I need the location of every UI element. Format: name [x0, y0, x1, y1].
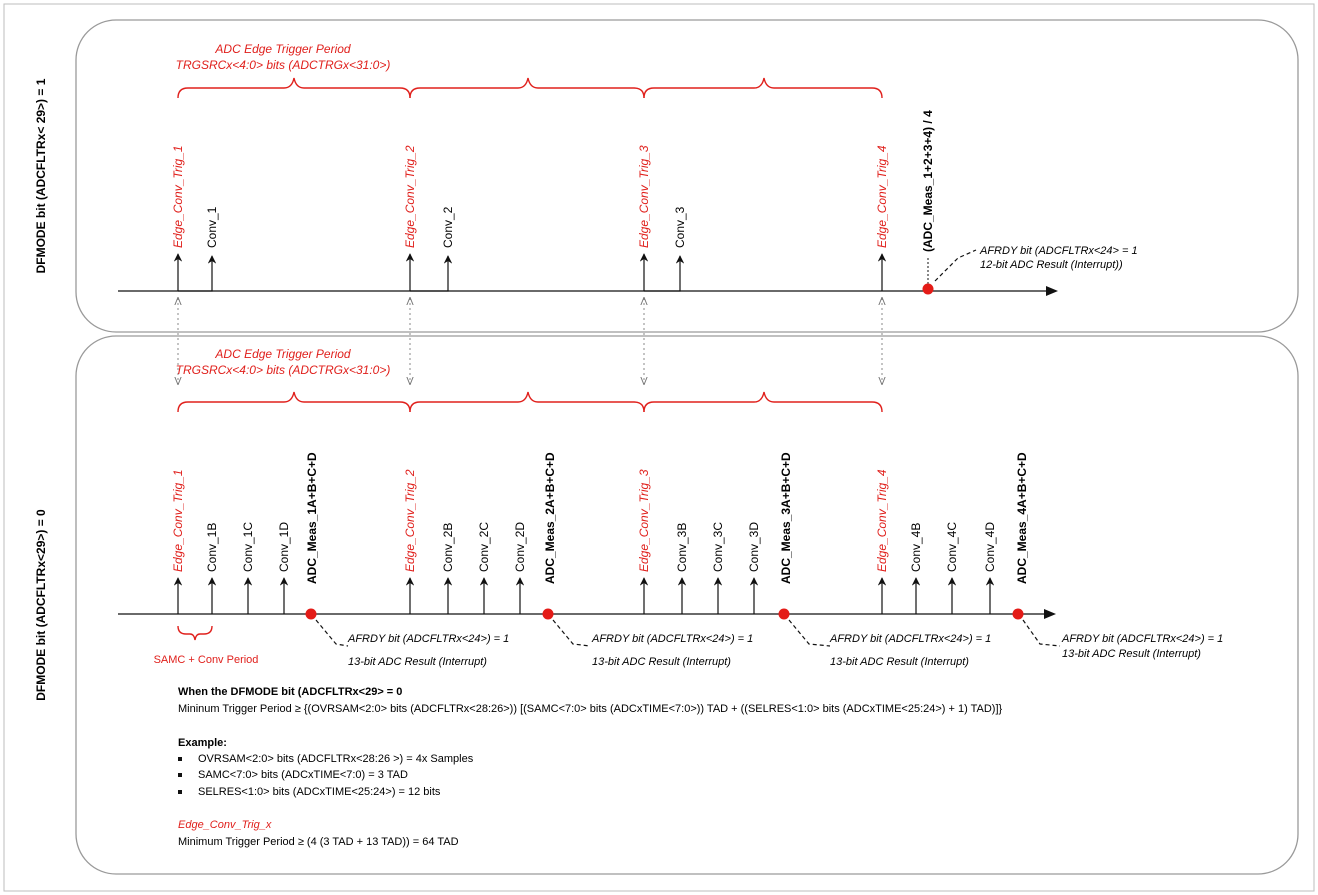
top-trigger-arrows [178, 254, 882, 291]
bottom-afrdy-line1: AFRDY bit (ADCFLTRx<24>) = 1 [348, 633, 510, 645]
bottom-conv-label: Conv_2C [477, 521, 491, 572]
bottom-trigger-label: Edge_Conv_Trig_2 [403, 469, 417, 572]
bottom-result-dot [1013, 609, 1024, 620]
notes-bullet: SELRES<1:0> bits (ADCxTIME<25:24>) = 12 bits [198, 786, 441, 798]
bottom-trigger-label: Edge_Conv_Trig_4 [875, 469, 889, 572]
top-conv-label: Conv_1 [205, 206, 219, 248]
top-conv-label: Conv_2 [441, 206, 455, 248]
top-trigger-label: Edge_Conv_Trig_4 [875, 145, 889, 248]
top-conv-label: Conv_3 [673, 206, 687, 248]
top-period-title: ADC Edge Trigger Period [215, 42, 351, 56]
notes-minimum: Minimum Trigger Period ≥ (4 (3 TAD + 13 TAD)) = 64 TAD [178, 836, 459, 848]
notes-bullet: OVRSAM<2:0> bits (ADCFLTRx<28:26 >) = 4x Samples [198, 753, 474, 765]
bottom-meas-label: ADC_Meas_3A+B+C+D [779, 452, 793, 584]
bottom-period-bits: TRGSRCx<4:0> bits (ADCTRGx<31:0>) [175, 363, 391, 377]
top-result-label: (ADC_Meas_1+2+3+4) / 4 [921, 110, 935, 252]
bottom-sample-arrows [178, 578, 990, 614]
bottom-conv-label: Conv_2B [441, 522, 455, 572]
top-trigger-label: Edge_Conv_Trig_2 [403, 145, 417, 248]
top-afrdy-leader [935, 250, 976, 281]
notes-edge-label: Edge_Conv_Trig_x [178, 819, 272, 831]
top-conv-arrows [178, 256, 680, 291]
bottom-side-label: DFMODE bit (ADCFLTRx<29>) = 0 [34, 509, 48, 701]
bullet-icon [178, 757, 182, 761]
notes-heading: When the DFMODE bit (ADCFLTRx<29> = 0 [178, 686, 403, 698]
bottom-afrdy-line2: 13-bit ADC Result (Interrupt) [830, 656, 969, 668]
bullet-icon [178, 790, 182, 794]
top-trigger-label: Edge_Conv_Trig_1 [171, 145, 185, 248]
bottom-conv-label: Conv_4D [983, 521, 997, 572]
bottom-meas-label: ADC_Meas_2A+B+C+D [543, 452, 557, 584]
bottom-afrdy-line2: 13-bit ADC Result (Interrupt) [592, 656, 731, 668]
bottom-conv-label: Conv_3D [747, 521, 761, 572]
notes-bullet: SAMC<7:0> bits (ADCxTIME<7:0) = 3 TAD [198, 769, 408, 781]
bottom-conv-label: Conv_1D [277, 521, 291, 572]
bottom-conv-label: Conv_4B [909, 522, 923, 572]
bottom-trigger-label: Edge_Conv_Trig_1 [171, 469, 185, 572]
bottom-conv-label: Conv_1B [205, 522, 219, 572]
samc-label: SAMC + Conv Period [153, 654, 259, 666]
top-afrdy-line2: 12-bit ADC Result (Interrupt)) [980, 259, 1123, 271]
bullet-icon [178, 773, 182, 777]
bottom-afrdy-line1: AFRDY bit (ADCFLTRx<24>) = 1 [830, 633, 992, 645]
bottom-afrdy-line2: 13-bit ADC Result (Interrupt) [1062, 648, 1201, 660]
bottom-period-braces [178, 392, 882, 412]
bottom-meas-label: ADC_Meas_4A+B+C+D [1015, 452, 1029, 584]
notes-formula: Mininum Trigger Period ≥ {(OVRSAM<2:0> bits (ADCFLTRx<28:26>)) [(SAMC<7:0> bits (ADCxTIME<7:0>)) TAD + ((SELRES<1:0> bits (ADCxTIME<25:24>) + 1) TAD)]} [178, 703, 1003, 715]
bottom-afrdy-line1: AFRDY bit (ADCFLTRx<24>) = 1 [592, 633, 754, 645]
bottom-result-dot [543, 609, 554, 620]
bottom-trigger-label: Edge_Conv_Trig_3 [637, 469, 651, 572]
top-period-braces [178, 78, 882, 98]
bottom-conv-label: Conv_3C [711, 521, 725, 572]
bottom-conv-label: Conv_1C [241, 521, 255, 572]
bottom-afrdy-line1: AFRDY bit (ADCFLTRx<24>) = 1 [1062, 633, 1224, 645]
bottom-conv-label: Conv_3B [675, 522, 689, 572]
bottom-meas-label: ADC_Meas_1A+B+C+D [305, 452, 319, 584]
top-result-dot [923, 284, 934, 295]
top-afrdy-line1: AFRDY bit (ADCFLTRx<24> = 1 [980, 245, 1138, 257]
bottom-result-dot [779, 609, 790, 620]
top-trigger-label: Edge_Conv_Trig_3 [637, 145, 651, 248]
notes-example-heading: Example: [178, 737, 227, 749]
bottom-result-dot [306, 609, 317, 620]
bottom-conv-label: Conv_2D [513, 521, 527, 572]
samc-brace [178, 626, 212, 640]
top-side-label: DFMODE bit (ADCFLTRx< 29>) = 1 [34, 78, 48, 274]
bottom-conv-label: Conv_4C [945, 521, 959, 572]
bottom-period-title: ADC Edge Trigger Period [215, 347, 351, 361]
bottom-afrdy-line2: 13-bit ADC Result (Interrupt) [348, 656, 487, 668]
top-period-bits: TRGSRCx<4:0> bits (ADCTRGx<31:0>) [175, 58, 391, 72]
